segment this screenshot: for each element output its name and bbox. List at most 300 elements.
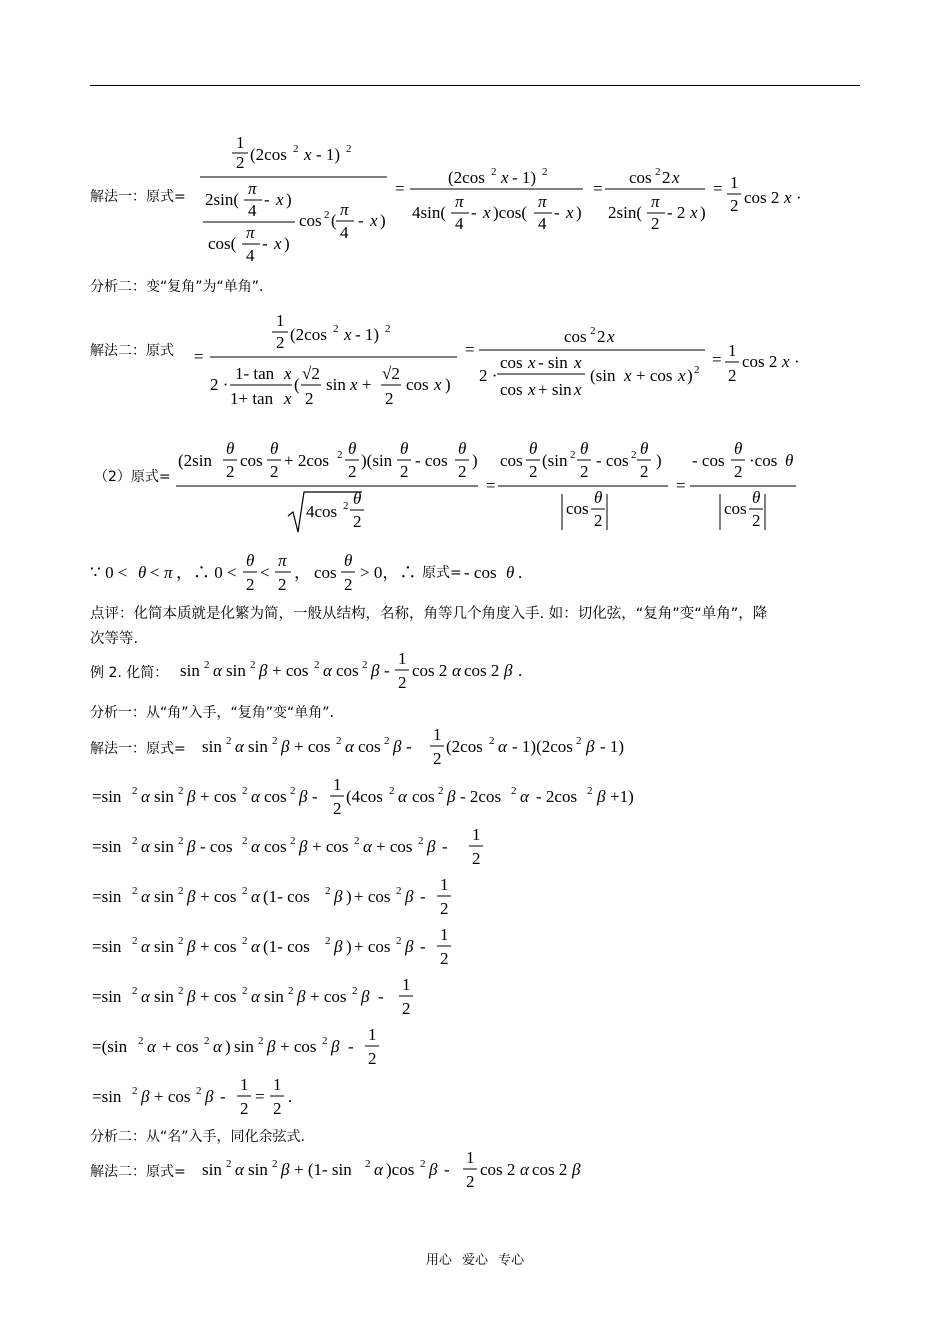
svg-text:2: 2 bbox=[132, 885, 138, 897]
svg-text:2: 2 bbox=[662, 168, 671, 187]
svg-text:2sin(: 2sin( bbox=[205, 190, 239, 209]
svg-text:θ: θ bbox=[752, 488, 761, 507]
svg-text:2: 2 bbox=[368, 1049, 377, 1068]
svg-text:- cos: - cos bbox=[596, 451, 629, 470]
svg-text:β: β bbox=[205, 1087, 214, 1106]
svg-text:=: = bbox=[712, 350, 722, 369]
part-2-equation bbox=[176, 432, 806, 537]
solution-2b-line: 解法二：原式= bbox=[90, 1164, 186, 1180]
svg-text:x: x bbox=[276, 190, 284, 209]
svg-text:1: 1 bbox=[236, 133, 245, 152]
svg-text:(2cos: (2cos bbox=[446, 737, 483, 756]
svg-text:2: 2 bbox=[597, 327, 606, 346]
svg-text:2: 2 bbox=[400, 462, 409, 481]
svg-text:1: 1 bbox=[433, 725, 442, 744]
svg-text:x: x bbox=[782, 352, 790, 371]
svg-text:π: π bbox=[538, 192, 547, 211]
svg-text:α: α bbox=[213, 661, 222, 680]
svg-text:2: 2 bbox=[730, 196, 739, 215]
svg-text:x: x bbox=[678, 366, 686, 385]
svg-text:2: 2 bbox=[389, 785, 395, 797]
svg-text:2 ·: 2 · bbox=[479, 366, 498, 385]
svg-text:α: α bbox=[251, 837, 260, 856]
svg-text:θ: θ bbox=[785, 451, 794, 470]
svg-text:sin: sin bbox=[234, 1037, 254, 1056]
svg-text:β: β bbox=[361, 987, 370, 1006]
svg-text:1: 1 bbox=[728, 341, 737, 360]
solution-1-line bbox=[90, 186, 186, 206]
svg-text:x: x bbox=[434, 375, 442, 394]
svg-text:sin: sin bbox=[154, 887, 174, 906]
svg-text:π: π bbox=[278, 551, 287, 570]
svg-text:2: 2 bbox=[305, 389, 314, 408]
svg-text:sin: sin bbox=[248, 1160, 268, 1179]
svg-text:1: 1 bbox=[402, 975, 411, 994]
line-label: 解法一：原式= bbox=[90, 189, 186, 205]
svg-text:θ: θ bbox=[344, 551, 353, 570]
svg-text:1+ tan: 1+ tan bbox=[230, 389, 274, 408]
svg-text:π: π bbox=[246, 223, 255, 242]
svg-text:2: 2 bbox=[396, 935, 402, 947]
svg-text:-: - bbox=[264, 190, 270, 209]
svg-text:β: β bbox=[297, 987, 306, 1006]
svg-text:<: < bbox=[150, 563, 160, 582]
svg-text:x: x bbox=[528, 353, 536, 372]
svg-text:x: x bbox=[344, 325, 352, 344]
svg-text:α: α bbox=[520, 787, 529, 806]
svg-text:2: 2 bbox=[333, 323, 339, 335]
svg-text:θ: θ bbox=[734, 439, 743, 458]
svg-text:2: 2 bbox=[324, 209, 330, 221]
svg-text:θ: θ bbox=[138, 563, 147, 582]
svg-text:=: = bbox=[194, 347, 204, 366]
svg-text:2: 2 bbox=[348, 462, 357, 481]
svg-text:+ cos: + cos bbox=[376, 837, 413, 856]
svg-text:α: α bbox=[141, 887, 150, 906]
svg-text:x: x bbox=[784, 188, 792, 207]
svg-text:- 1): - 1) bbox=[600, 737, 625, 756]
svg-text:β: β bbox=[597, 787, 606, 806]
svg-text:√2: √2 bbox=[302, 364, 320, 383]
svg-text:): ) bbox=[700, 203, 706, 222]
analysis-2b-line: 分析二：从“名”入手，同化余弦式. bbox=[90, 1129, 305, 1145]
svg-text:β: β bbox=[141, 1087, 150, 1106]
svg-text:2: 2 bbox=[196, 1085, 202, 1097]
step-line-2 bbox=[90, 822, 510, 872]
svg-text:2: 2 bbox=[138, 1035, 144, 1047]
svg-text:α: α bbox=[498, 737, 507, 756]
svg-text:-: - bbox=[220, 1087, 226, 1106]
solution-2-equation bbox=[192, 310, 812, 410]
svg-text:- cos: - cos bbox=[692, 451, 725, 470]
svg-text:2: 2 bbox=[242, 935, 248, 947]
svg-text:2: 2 bbox=[272, 735, 278, 747]
svg-text:θ: θ bbox=[594, 488, 603, 507]
analysis-2-line: 分析二：变“复角”为“单角”. bbox=[90, 279, 264, 295]
svg-text:α: α bbox=[251, 987, 260, 1006]
svg-text:β: β bbox=[429, 1160, 438, 1179]
svg-text:2: 2 bbox=[346, 143, 352, 155]
svg-text:π: π bbox=[455, 192, 464, 211]
svg-text:sin: sin bbox=[154, 837, 174, 856]
svg-text:-: - bbox=[384, 661, 390, 680]
svg-text:2: 2 bbox=[655, 166, 661, 178]
svg-text:- 1): - 1) bbox=[355, 325, 380, 344]
svg-text:x: x bbox=[501, 168, 509, 187]
svg-text:): ) bbox=[286, 190, 292, 209]
svg-text:2: 2 bbox=[258, 1035, 264, 1047]
svg-text:x: x bbox=[304, 145, 312, 164]
svg-text:2: 2 bbox=[344, 575, 353, 594]
svg-text:∵ 0 <: ∵ 0 < bbox=[90, 563, 128, 582]
svg-text:θ: θ bbox=[640, 439, 649, 458]
svg-text:+ (1- sin: + (1- sin bbox=[294, 1160, 352, 1179]
svg-text:x: x bbox=[274, 234, 282, 253]
svg-text:2: 2 bbox=[242, 835, 248, 847]
svg-text:2: 2 bbox=[250, 659, 256, 671]
svg-text:cos: cos bbox=[500, 380, 523, 399]
svg-text:+ cos: + cos bbox=[154, 1087, 191, 1106]
svg-text:2: 2 bbox=[337, 449, 343, 461]
svg-text:- 1): - 1) bbox=[512, 168, 537, 187]
svg-text:cos 2: cos 2 bbox=[412, 661, 448, 680]
svg-text:cos 2: cos 2 bbox=[742, 352, 778, 371]
svg-text:2: 2 bbox=[273, 1099, 282, 1118]
svg-text:x: x bbox=[284, 389, 292, 408]
svg-text:β: β bbox=[187, 787, 196, 806]
svg-text:2: 2 bbox=[458, 462, 467, 481]
svg-text:2: 2 bbox=[178, 885, 184, 897]
svg-text:cos: cos bbox=[264, 837, 287, 856]
svg-text:β: β bbox=[299, 837, 308, 856]
svg-text:β: β bbox=[187, 837, 196, 856]
svg-text:β: β bbox=[299, 787, 308, 806]
svg-text:+ sin: + sin bbox=[538, 380, 572, 399]
svg-text:sin: sin bbox=[154, 987, 174, 1006]
svg-text:+ cos: + cos bbox=[272, 661, 309, 680]
svg-text:4: 4 bbox=[248, 201, 257, 220]
svg-text:2: 2 bbox=[433, 749, 442, 768]
svg-text:1: 1 bbox=[466, 1148, 475, 1167]
svg-text:2: 2 bbox=[288, 985, 294, 997]
svg-text:β: β bbox=[281, 1160, 290, 1179]
svg-text:2: 2 bbox=[276, 333, 285, 352]
svg-text:)cos(: )cos( bbox=[493, 203, 527, 222]
svg-text:- cos: - cos bbox=[200, 837, 233, 856]
svg-text:): ) bbox=[576, 203, 582, 222]
svg-text:+ cos: + cos bbox=[280, 1037, 317, 1056]
solution-1b-line: 解法一：原式= bbox=[90, 741, 186, 757]
svg-text:=sin: =sin bbox=[92, 837, 122, 856]
svg-text:cos: cos bbox=[264, 787, 287, 806]
svg-text:2: 2 bbox=[362, 659, 368, 671]
svg-text:cos: cos bbox=[629, 168, 652, 187]
svg-text:x: x bbox=[607, 327, 615, 346]
svg-text:+ cos: + cos bbox=[200, 937, 237, 956]
svg-text:α: α bbox=[251, 887, 260, 906]
svg-text:1: 1 bbox=[440, 925, 449, 944]
svg-text:-: - bbox=[420, 937, 426, 956]
svg-text:+ cos: + cos bbox=[200, 887, 237, 906]
svg-text:(2cos: (2cos bbox=[448, 168, 485, 187]
svg-text:(: ( bbox=[294, 375, 300, 394]
svg-text:x: x bbox=[483, 203, 491, 222]
svg-text:2 ·: 2 · bbox=[210, 375, 229, 394]
page-footer: 用心 爱心 专心 bbox=[425, 1253, 525, 1268]
svg-text:sin: sin bbox=[248, 737, 268, 756]
svg-text:.: . bbox=[288, 1087, 293, 1106]
example-2-expression bbox=[178, 646, 558, 696]
svg-text:2: 2 bbox=[132, 935, 138, 947]
svg-text:α: α bbox=[251, 937, 260, 956]
svg-text:cos: cos bbox=[314, 563, 337, 582]
svg-text:4: 4 bbox=[340, 223, 349, 242]
svg-text:2: 2 bbox=[438, 785, 444, 797]
svg-text:(2cos: (2cos bbox=[290, 325, 327, 344]
svg-text:4: 4 bbox=[246, 246, 255, 265]
svg-text:cos(: cos( bbox=[208, 234, 237, 253]
svg-text:+: + bbox=[362, 375, 372, 394]
svg-text:4: 4 bbox=[455, 214, 464, 233]
svg-text:2: 2 bbox=[402, 999, 411, 1018]
svg-text:): ) bbox=[346, 887, 352, 906]
svg-text:π: π bbox=[340, 200, 349, 219]
svg-text:2: 2 bbox=[333, 799, 342, 818]
svg-text:β: β bbox=[427, 837, 436, 856]
svg-text:=: = bbox=[713, 179, 723, 198]
svg-text:α: α bbox=[323, 661, 332, 680]
header-rule bbox=[90, 85, 860, 86]
svg-text:=: = bbox=[486, 476, 496, 495]
svg-text:2: 2 bbox=[752, 511, 761, 530]
svg-text:α: α bbox=[213, 1037, 222, 1056]
svg-text:θ: θ bbox=[348, 439, 357, 458]
svg-text:2: 2 bbox=[511, 785, 517, 797]
svg-text:π: π bbox=[164, 563, 173, 582]
svg-text:=(sin: =(sin bbox=[92, 1037, 128, 1056]
svg-text:2: 2 bbox=[594, 511, 603, 530]
svg-text:sin: sin bbox=[226, 661, 246, 680]
svg-text:cos: cos bbox=[358, 737, 381, 756]
svg-text:θ: θ bbox=[506, 563, 515, 582]
svg-text:1: 1 bbox=[398, 649, 407, 668]
svg-text:+ cos: + cos bbox=[354, 937, 391, 956]
svg-text:α: α bbox=[452, 661, 461, 680]
svg-text:2: 2 bbox=[290, 785, 296, 797]
svg-text:(1- cos: (1- cos bbox=[263, 937, 310, 956]
svg-text:- 2cos: - 2cos bbox=[460, 787, 502, 806]
svg-text:α: α bbox=[141, 987, 150, 1006]
svg-text:2: 2 bbox=[587, 785, 593, 797]
svg-text:x: x bbox=[284, 364, 292, 383]
svg-text:2: 2 bbox=[640, 462, 649, 481]
svg-text:2: 2 bbox=[178, 785, 184, 797]
svg-text:2: 2 bbox=[293, 143, 299, 155]
svg-text:+ cos: + cos bbox=[200, 987, 237, 1006]
svg-text:1: 1 bbox=[240, 1075, 249, 1094]
svg-text:β: β bbox=[405, 887, 414, 906]
svg-text:): ) bbox=[225, 1037, 231, 1056]
svg-text:> 0，∴: > 0，∴ bbox=[360, 563, 417, 582]
svg-text:2: 2 bbox=[343, 500, 349, 512]
svg-text:2: 2 bbox=[353, 512, 362, 531]
svg-text:sin: sin bbox=[154, 787, 174, 806]
svg-text:cos 2: cos 2 bbox=[744, 188, 780, 207]
svg-text:θ: θ bbox=[270, 439, 279, 458]
svg-text:-: - bbox=[420, 887, 426, 906]
svg-text:4sin(: 4sin( bbox=[412, 203, 446, 222]
condition-line bbox=[88, 548, 548, 598]
svg-text:=sin: =sin bbox=[92, 987, 122, 1006]
svg-text:2: 2 bbox=[420, 1158, 426, 1170]
svg-text:2: 2 bbox=[242, 985, 248, 997]
svg-text:1: 1 bbox=[368, 1025, 377, 1044]
example-2-line: 例 2. 化简： bbox=[90, 665, 169, 681]
svg-text:sin: sin bbox=[264, 987, 284, 1006]
svg-text:(2sin: (2sin bbox=[178, 451, 212, 470]
svg-text:+ cos: + cos bbox=[636, 366, 673, 385]
svg-text:2: 2 bbox=[314, 659, 320, 671]
svg-text:θ: θ bbox=[580, 439, 589, 458]
svg-text:2: 2 bbox=[418, 835, 424, 847]
svg-text:- 1): - 1) bbox=[316, 145, 341, 164]
svg-text:α: α bbox=[398, 787, 407, 806]
svg-text:α: α bbox=[141, 787, 150, 806]
svg-text:2: 2 bbox=[398, 673, 407, 692]
svg-text:2sin(: 2sin( bbox=[608, 203, 642, 222]
svg-text:.: . bbox=[518, 563, 523, 582]
svg-text:1: 1 bbox=[333, 775, 342, 794]
svg-text:2: 2 bbox=[590, 325, 596, 337]
svg-text:β: β bbox=[447, 787, 456, 806]
comment-line-1: 点评：化简本质就是化繁为简，一般从结构，名称，角等几个角度入手. 如：切化弦，“复角”变“单角”，降 bbox=[90, 606, 768, 622]
svg-text:(1- cos: (1- cos bbox=[263, 887, 310, 906]
svg-text:+ cos: + cos bbox=[312, 837, 349, 856]
svg-text:2: 2 bbox=[542, 166, 548, 178]
step-line-3 bbox=[90, 872, 510, 922]
svg-text:): ) bbox=[687, 366, 693, 385]
svg-text:2: 2 bbox=[204, 1035, 210, 1047]
svg-text:α: α bbox=[251, 787, 260, 806]
svg-text:2: 2 bbox=[226, 462, 235, 481]
svg-text:2: 2 bbox=[325, 885, 331, 897]
step-line-7 bbox=[90, 1072, 510, 1122]
svg-text:(: ( bbox=[331, 211, 337, 230]
svg-text:2: 2 bbox=[734, 462, 743, 481]
svg-text:cos 2: cos 2 bbox=[480, 1160, 516, 1179]
svg-text:2: 2 bbox=[325, 935, 331, 947]
svg-text:-: - bbox=[442, 837, 448, 856]
svg-text:): ) bbox=[346, 937, 352, 956]
svg-text:): ) bbox=[284, 234, 290, 253]
svg-text:-: - bbox=[406, 737, 412, 756]
svg-text:.: . bbox=[518, 661, 523, 680]
svg-text:·: · bbox=[796, 188, 802, 207]
svg-text:cos: cos bbox=[406, 375, 429, 394]
svg-text:2: 2 bbox=[204, 659, 210, 671]
svg-text:x: x bbox=[574, 353, 582, 372]
svg-text:1- tan: 1- tan bbox=[235, 364, 275, 383]
svg-text:<: < bbox=[260, 563, 270, 582]
svg-text:-: - bbox=[358, 211, 364, 230]
svg-text:θ: θ bbox=[458, 439, 467, 458]
solution-1b-expression bbox=[200, 722, 660, 772]
svg-text:)(sin: )(sin bbox=[361, 451, 393, 470]
svg-text:2: 2 bbox=[385, 389, 394, 408]
svg-text:2: 2 bbox=[270, 462, 279, 481]
svg-text:- sin: - sin bbox=[538, 353, 568, 372]
svg-text:-: - bbox=[471, 203, 477, 222]
svg-text:2: 2 bbox=[728, 366, 737, 385]
svg-text:=sin: =sin bbox=[92, 787, 122, 806]
svg-text:β: β bbox=[187, 937, 196, 956]
step-line-6 bbox=[90, 1022, 510, 1072]
svg-text:-: - bbox=[554, 203, 560, 222]
svg-text:β: β bbox=[259, 661, 268, 680]
svg-text:1: 1 bbox=[440, 875, 449, 894]
svg-text:β: β bbox=[504, 661, 513, 680]
svg-text:sin: sin bbox=[326, 375, 346, 394]
svg-text:β: β bbox=[572, 1160, 581, 1179]
svg-text:2: 2 bbox=[354, 835, 360, 847]
svg-text:2: 2 bbox=[236, 153, 245, 172]
svg-text:)cos: )cos bbox=[386, 1160, 415, 1179]
svg-text:cos 2: cos 2 bbox=[532, 1160, 568, 1179]
svg-text:x: x bbox=[350, 375, 358, 394]
svg-text:=sin: =sin bbox=[92, 887, 122, 906]
svg-text:α: α bbox=[345, 737, 354, 756]
svg-text:2: 2 bbox=[576, 735, 582, 747]
svg-text:=: = bbox=[465, 340, 475, 359]
svg-text:θ: θ bbox=[226, 439, 235, 458]
svg-text:α: α bbox=[141, 837, 150, 856]
svg-text:cos: cos bbox=[566, 499, 589, 518]
analysis-1-line: 分析一：从“角”入手，“复角”变“单角”. bbox=[90, 705, 334, 721]
step-line-4 bbox=[90, 922, 510, 972]
svg-text:θ: θ bbox=[246, 551, 255, 570]
svg-text:+ cos: + cos bbox=[162, 1037, 199, 1056]
svg-text:4: 4 bbox=[538, 214, 547, 233]
svg-text:2: 2 bbox=[272, 1158, 278, 1170]
svg-text:(sin: (sin bbox=[542, 451, 568, 470]
svg-text:2: 2 bbox=[352, 985, 358, 997]
svg-text:-: - bbox=[444, 1160, 450, 1179]
svg-text:2: 2 bbox=[529, 462, 538, 481]
solution-2-line: 解法二：原式 bbox=[90, 343, 174, 359]
svg-text:2: 2 bbox=[226, 735, 232, 747]
svg-text:- cos: - cos bbox=[415, 451, 448, 470]
svg-text:√2: √2 bbox=[382, 364, 400, 383]
svg-text:-: - bbox=[378, 987, 384, 1006]
step-line-1 bbox=[90, 772, 690, 822]
svg-text:=: = bbox=[676, 476, 686, 495]
svg-text:x: x bbox=[566, 203, 574, 222]
svg-text:θ: θ bbox=[400, 439, 409, 458]
step-line-5 bbox=[90, 972, 510, 1022]
svg-text:1: 1 bbox=[276, 311, 285, 330]
svg-text:2: 2 bbox=[322, 1035, 328, 1047]
svg-text:2: 2 bbox=[336, 735, 342, 747]
svg-text:2: 2 bbox=[132, 1085, 138, 1097]
svg-text:2: 2 bbox=[290, 835, 296, 847]
svg-text:2: 2 bbox=[694, 364, 700, 376]
svg-text:β: β bbox=[281, 737, 290, 756]
svg-text:1: 1 bbox=[730, 173, 739, 192]
svg-text:β: β bbox=[334, 937, 343, 956]
svg-text:cos: cos bbox=[724, 499, 747, 518]
svg-text:β: β bbox=[371, 661, 380, 680]
svg-text:2: 2 bbox=[651, 214, 660, 233]
